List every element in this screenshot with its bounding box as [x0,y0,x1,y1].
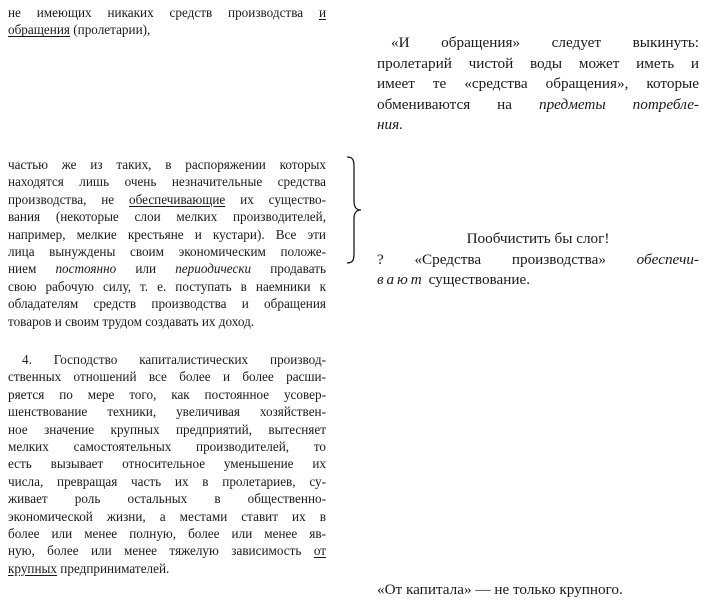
text-span: производства, не [8,191,130,207]
text-line [377,250,699,271]
left-block-proletarians [8,4,326,39]
text-line [8,473,326,490]
underlined-text: обращения [8,22,70,38]
text-span: ное значение крупных предприятий, вытесняет [8,421,326,437]
margin-note-style [377,229,699,291]
text-span: находятся лишь очень незначительные средства [8,174,326,190]
text-span: их существо- [225,191,326,207]
text-span: 4. Господство капиталистических производ- [22,352,326,367]
text-line [377,54,699,75]
text-line [8,525,326,542]
text-line [8,403,326,420]
curly-brace-icon [345,155,365,265]
text-span: экономической жизни, а местами ставит их в [8,508,326,524]
emphasized-text: ния. [377,116,403,134]
underlined-text: от [313,543,326,559]
text-line [377,74,699,95]
text-line [377,270,699,291]
left-block-paragraph-4 [8,351,326,577]
text-span: мелких самостоятельных производителей, то [8,438,326,454]
underlined-text: обеспечивающие [129,191,226,207]
text-span: есть вызывает относительное уменьшение их [8,456,326,472]
left-block-small-producers [8,156,326,330]
text-line [377,95,699,116]
text-line [377,33,699,54]
text-line [8,295,326,312]
text-span: обмениваются на [377,95,539,113]
text-line [8,455,326,472]
text-span: имеет те «средства обращения», которые [377,75,699,93]
text-span: нием [8,261,56,277]
text-line [8,490,326,507]
text-line [8,368,326,385]
text-line [377,115,699,136]
text-line [8,421,326,438]
text-span: обладателям средств производства и обращения [8,296,326,312]
text-line [8,560,326,577]
text-span: ? «Средства производства» [377,250,637,268]
text-line [8,542,326,559]
text-line [8,438,326,455]
emphasized-text: периодически [175,261,252,277]
text-span: свою рабочую силу, т. е. поступать в наемники к [8,278,326,294]
text-span: более или менее полную, более или менее яв- [8,525,326,541]
text-line [8,386,326,403]
emphasized-text: обеспечи- [636,250,699,268]
text-line [8,173,326,190]
text-span: шенствование техники, увеличивая хозяйствен- [8,404,326,420]
text-span: лица вынуждены своим экономическим положе- [8,243,326,259]
text-span: живает роль остальных в общественно- [8,491,326,507]
note-means-of-production [377,250,699,291]
text-line [8,508,326,525]
margin-note-circulation [377,33,699,136]
text-line [8,21,326,38]
text-line [8,260,326,277]
text-span: «И обращения» следует выкинуть: [391,34,699,51]
text-span: продавать [251,261,326,277]
note-capital-text: «От капитала» — не только крупного. [377,581,623,598]
text-span: пролетарий чистой воды может иметь и [377,54,699,72]
text-span: существование. [424,271,531,289]
text-line [8,313,326,330]
emphasized-text: постоянно [55,261,117,277]
text-span: ряется по мере того, как постоянное усовер- [8,386,326,402]
text-span: числа, превращая часть их в пролетариев, су- [8,473,326,489]
text-line [8,351,326,368]
note-heading: Пообчистить бы слог! [466,230,610,247]
margin-note-capital [377,580,699,601]
text-span: например, мелкие крестьяне и кустари). Все эти [8,226,326,242]
underlined-text: и [318,5,326,20]
text-line [8,4,326,21]
text-span: ную, более или менее тяжелую зависимость [8,543,314,559]
text-span: частью же из таких, в распоряжении которых [8,157,326,172]
text-span: (пролетарии), [69,22,151,38]
text-span: ственных отношений все более и более расши- [8,369,326,385]
text-line [8,191,326,208]
text-line [8,243,326,260]
text-line [8,156,326,173]
emphasized-text: предметы потребле- [538,95,699,113]
text-span: не имеющих никаких средств производства [8,5,319,20]
text-line [8,278,326,295]
text-line [8,208,326,225]
emphasized-text: вают [377,271,425,289]
underlined-text: крупных [8,560,57,576]
text-line [8,226,326,243]
text-span: вания (некоторые слои мелких производителей, [8,209,326,225]
text-span: предпринимателей. [57,560,170,576]
text-span: товаров и своим трудом создавать их доход. [8,313,255,329]
text-span: или [116,261,176,277]
